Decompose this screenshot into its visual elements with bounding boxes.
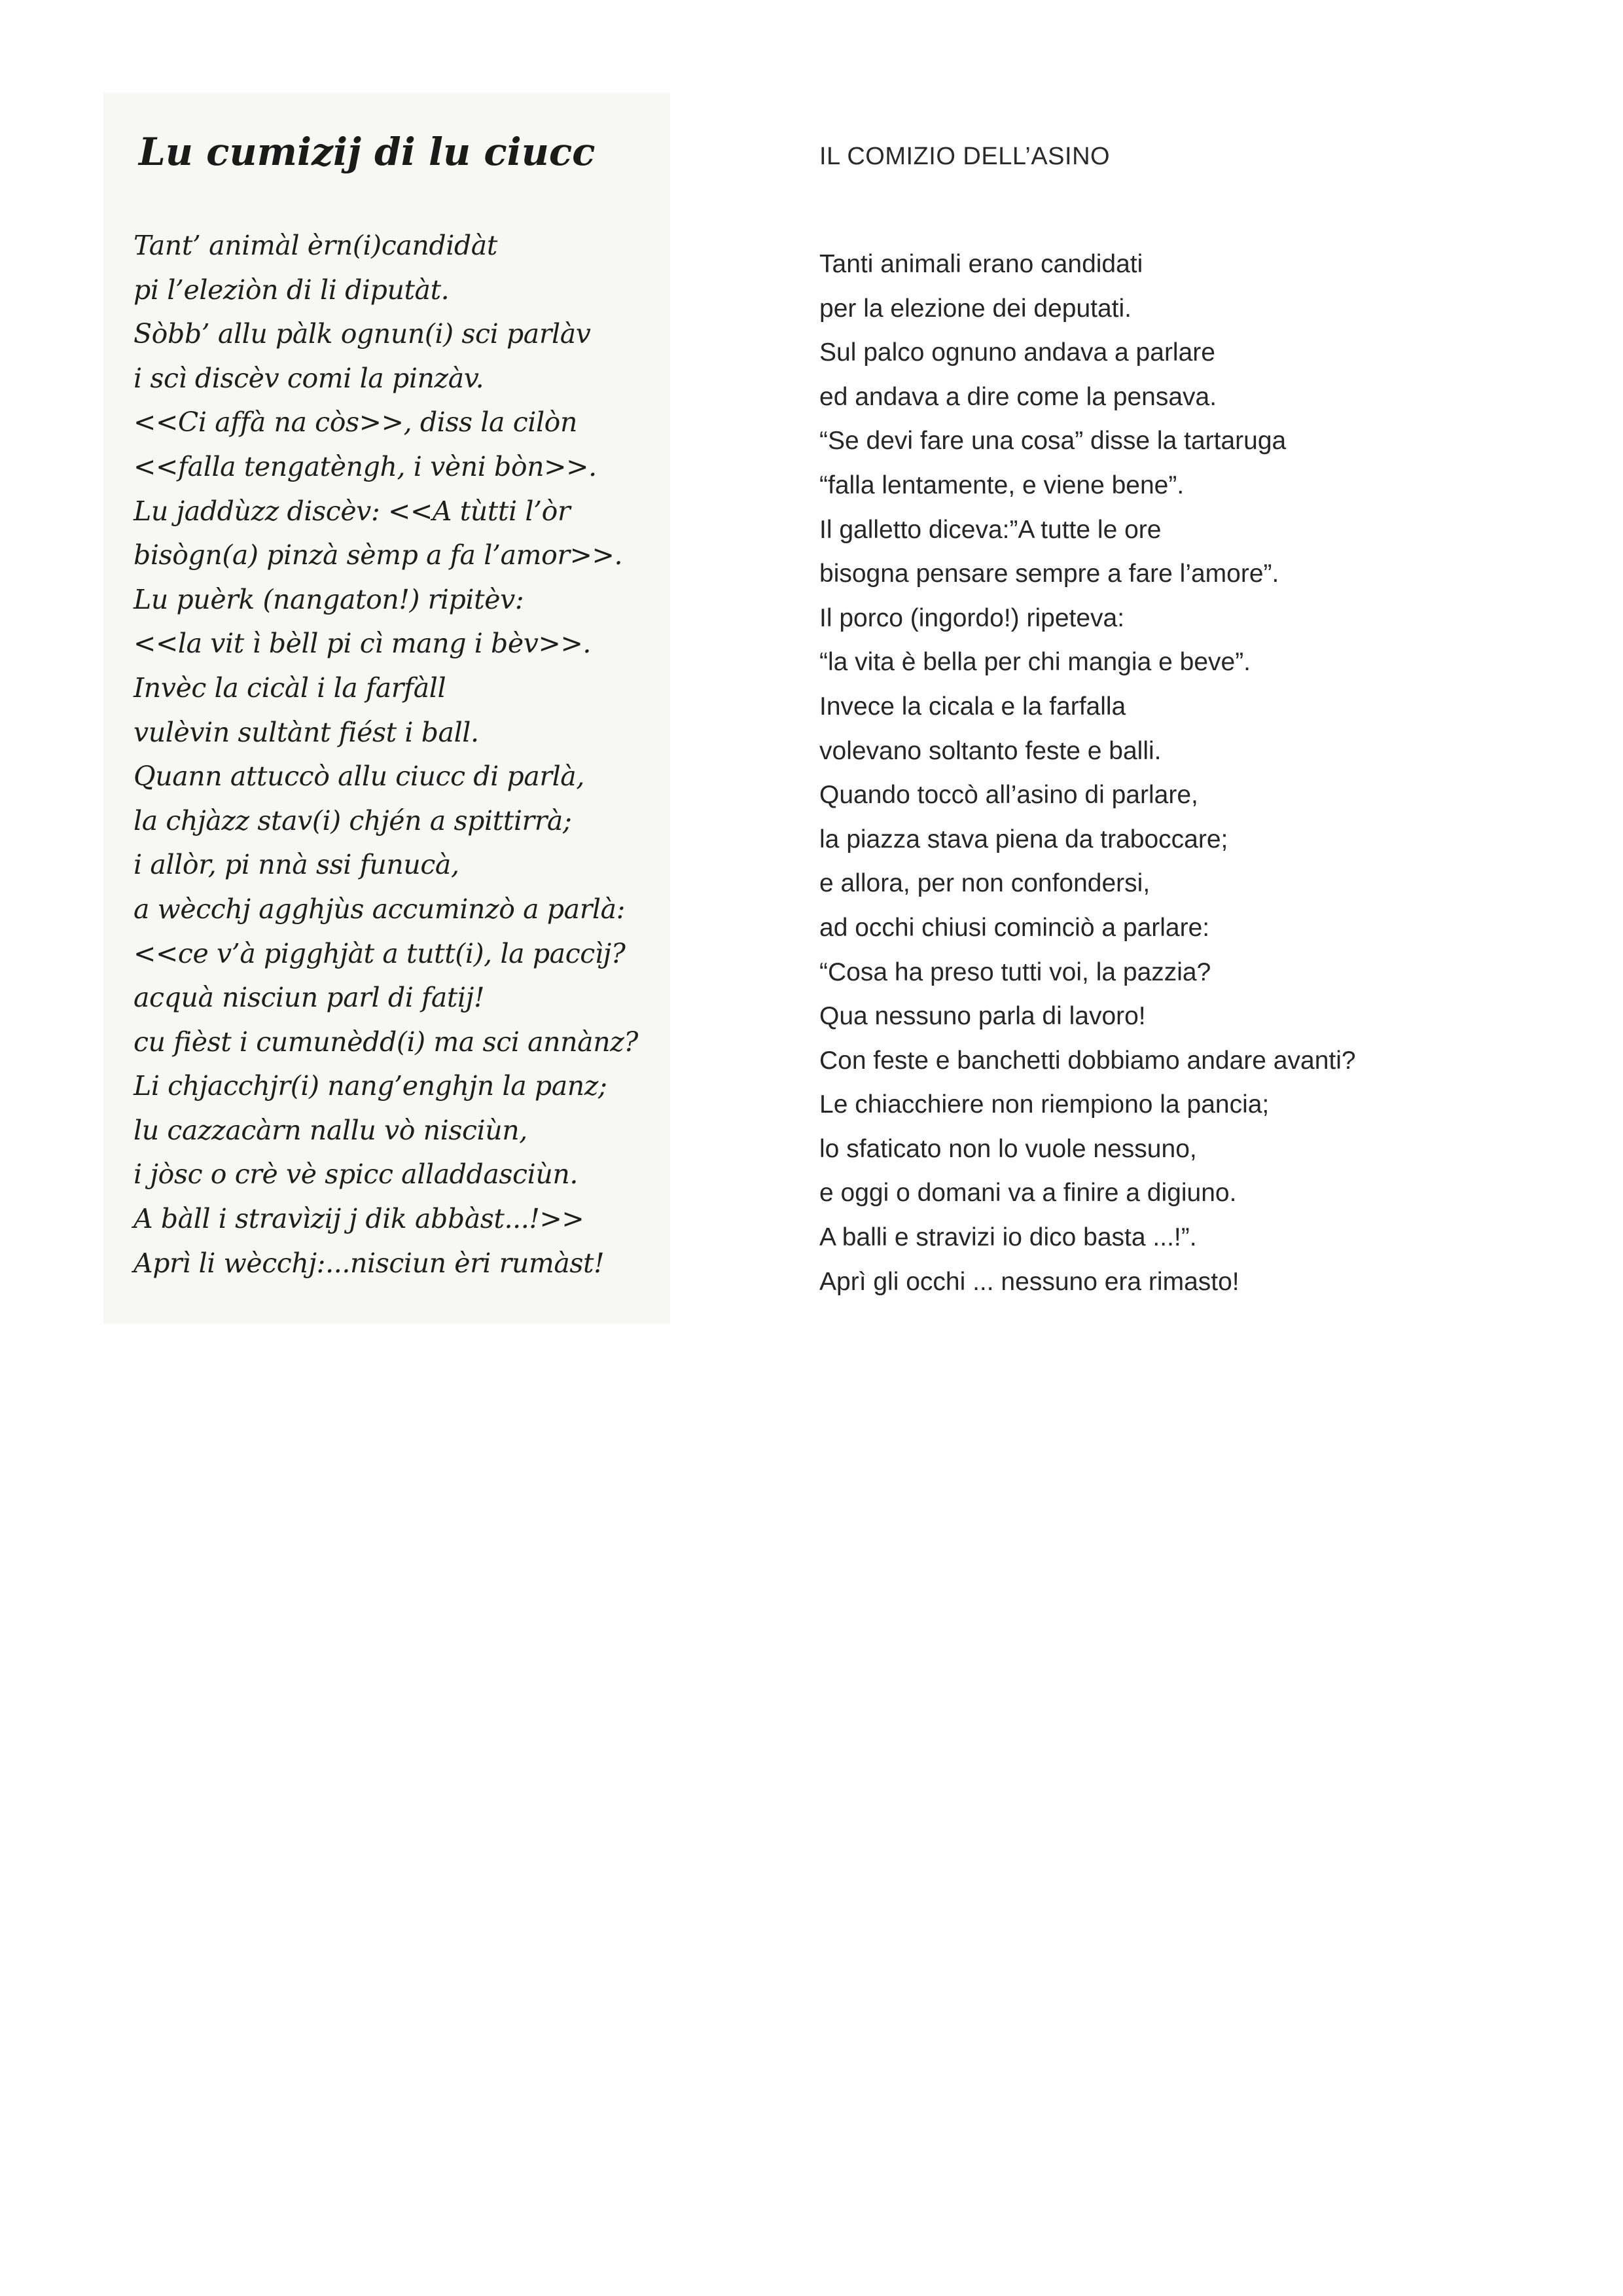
italian-poem-line: “falla lentamente, e viene bene”. bbox=[819, 471, 1185, 499]
dialect-poem-title: Lu cumizij di lu ciucc bbox=[139, 130, 596, 174]
italian-poem-line: bisogna pensare sempre a fare l’amore”. bbox=[819, 560, 1279, 588]
italian-poem-line: Quando toccò all’asino di parlare, bbox=[819, 781, 1198, 810]
italian-poem-line: Il galletto diceva:”A tutte le ore bbox=[819, 515, 1162, 544]
dialect-poem-line: i scì discèv comi la pinzàv. bbox=[134, 362, 484, 394]
italian-poem-line: “la vita è bella per chi mangia e beve”. bbox=[819, 648, 1251, 677]
dialect-poem-line: <<ce v’à pigghjàt a tutt(i), la paccìj? bbox=[134, 937, 626, 969]
dialect-poem-line: Quann attuccò allu ciucc di parlà, bbox=[134, 761, 584, 793]
dialect-poem-line: Li chjacchjr(i) nang’enghjn la panz; bbox=[134, 1070, 607, 1102]
italian-poem-line: Il porco (ingordo!) ripeteva: bbox=[819, 603, 1125, 632]
dialect-poem-line: la chjàzz stav(i) chjén a spittirrà; bbox=[134, 804, 572, 836]
dialect-poem-line: Aprì li wècchj:...nisciun èri rumàst! bbox=[134, 1247, 605, 1279]
italian-poem-line: e oggi o domani va a finire a digiuno. bbox=[819, 1179, 1237, 1208]
italian-poem-line: Aprì gli occhi ... nessuno era rimasto! bbox=[819, 1267, 1240, 1296]
italian-poem-line: Le chiacchiere non riempiono la pancia; bbox=[819, 1090, 1270, 1119]
dialect-poem-line: i jòsc o crè vè spicc alladdasciùn. bbox=[134, 1158, 578, 1191]
dialect-poem-line: acquà nisciun parl di fatij! bbox=[134, 982, 485, 1014]
italian-poem-line: per la elezione dei deputati. bbox=[819, 294, 1132, 323]
dialect-poem-line: Sòbb’ allu pàlk ognun(i) sci parlàv bbox=[134, 318, 591, 350]
italian-poem-line: e allora, per non confondersi, bbox=[819, 869, 1150, 898]
dialect-poem-line: pi l’eleziòn di li diputàt. bbox=[134, 274, 450, 306]
italian-poem-line: Invece la cicala e la farfalla bbox=[819, 692, 1126, 721]
italian-poem-line: lo sfaticato non lo vuole nessuno, bbox=[819, 1134, 1197, 1163]
dialect-poem-line: lu cazzacàrn nallu vò nisciùn, bbox=[134, 1114, 527, 1146]
italian-poem-line: ad occhi chiusi cominciò a parlare: bbox=[819, 913, 1210, 942]
dialect-poem-line: a wècchj agghjùs accuminzò a parlà: bbox=[134, 893, 626, 925]
dialect-poem-lines bbox=[134, 224, 638, 1285]
italian-poem-line: Tanti animali erano candidati bbox=[819, 250, 1143, 278]
dialect-poem-line: vulèvin sultànt fiést i ball. bbox=[134, 716, 479, 748]
dialect-poem-line: Tant’ animàl èrn(i)candidàt bbox=[134, 230, 497, 261]
italian-poem-line: volevano soltanto feste e balli. bbox=[819, 736, 1162, 765]
dialect-poem-line: Lu puèrk (nangaton!) ripitèv: bbox=[134, 583, 524, 615]
italian-poem-line: Sul palco ognuno andava a parlare bbox=[819, 338, 1215, 367]
dialect-poem-line: i allòr, pi nnà ssi funucà, bbox=[134, 849, 459, 881]
dialect-poem-line: cu fièst i cumunèdd(i) ma sci annànz? bbox=[134, 1026, 638, 1058]
dialect-poem-line: <<la vit ì bèll pi cì mang i bèv>>. bbox=[134, 628, 592, 660]
dialect-poem-line: Invèc la cicàl i la farfàll bbox=[134, 672, 446, 704]
italian-poem-line: “Se devi fare una cosa” disse la tartaruga bbox=[819, 427, 1287, 456]
dialect-poem-line: <<falla tengatèngh, i vèni bòn>>. bbox=[134, 450, 597, 482]
dialect-poem-line: Lu jaddùzz discèv: <<A tùtti l’òr bbox=[134, 495, 571, 527]
italian-poem-line: A balli e stravizi io dico basta ...!”. bbox=[819, 1223, 1197, 1252]
dialect-poem-line: <<Ci affà na còs>>, diss la cilòn bbox=[134, 406, 577, 439]
italian-poem-line: ed andava a dire come la pensava. bbox=[819, 382, 1217, 411]
italian-poem-lines bbox=[819, 242, 1356, 1304]
italian-poem-line: Qua nessuno parla di lavoro! bbox=[819, 1002, 1146, 1031]
italian-poem-line: la piazza stava piena da traboccare; bbox=[819, 825, 1228, 853]
dialect-poem-line: A bàll i stravìzij j dik abbàst...!>> bbox=[134, 1203, 584, 1235]
italian-poem-line: “Cosa ha preso tutti voi, la pazzia? bbox=[819, 958, 1211, 986]
italian-poem-title: IL COMIZIO DELL’ASINO bbox=[819, 143, 1111, 170]
dialect-poem-panel bbox=[103, 93, 670, 1323]
italian-poem-line: Con feste e banchetti dobbiamo andare avanti? bbox=[819, 1046, 1356, 1075]
dialect-poem-line: bisògn(a) pinzà sèmp a fa l’amor>>. bbox=[134, 539, 623, 571]
